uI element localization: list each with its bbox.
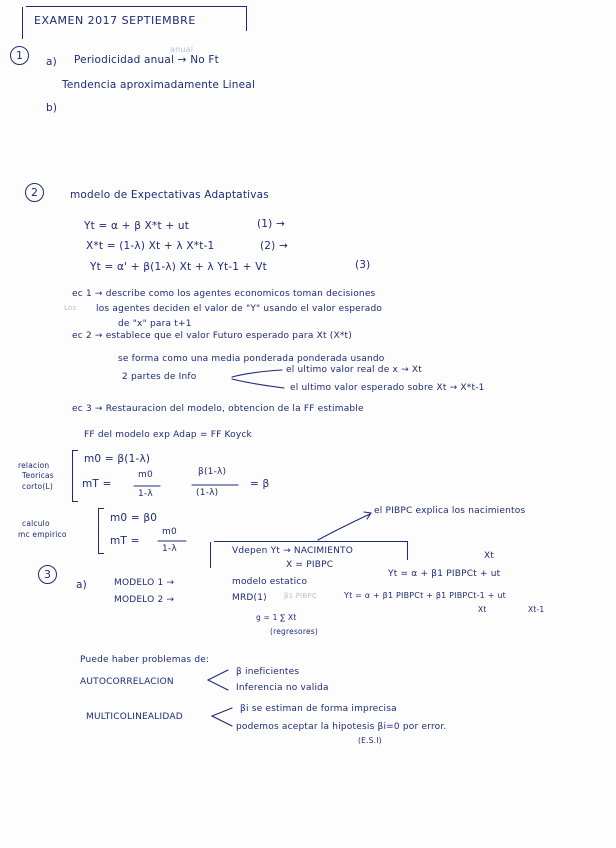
q1-a-label: a) <box>46 56 57 68</box>
q2-ec2-line-3: 2 partes de Info <box>122 372 197 382</box>
rel-mt-rhs: = β <box>250 478 270 490</box>
q2-eq3: Yt = α' + β(1-λ) Xt + λ Yt-1 + Vt <box>90 261 267 273</box>
q2-ec3: ec 3 → Restauracion del modelo, obtencion de la FF estimable <box>72 404 364 414</box>
question-2-number: 2 <box>25 183 44 202</box>
model-2-sub-xt1: Xt-1 <box>528 605 545 614</box>
box-line-1: Vdepen Yt → NACIMIENTO <box>232 546 354 556</box>
question-3-number: 3 <box>38 565 57 584</box>
q2-ec2-line-1: ec 2 → establece que el valor Futuro esperado para Xt (X*t) <box>72 331 352 341</box>
model-1-desc: modelo estatico <box>232 577 308 587</box>
q2-eq2: X*t = (1-λ) Xt + λ X*t-1 <box>86 240 215 252</box>
q2-ec1-line-1: ec 1 → describe como los agentes economicos toman decisiones <box>72 289 376 299</box>
q2-eq1-tag: (1) → <box>257 218 286 230</box>
model-2-faint-mark: β1 PIBPC <box>284 592 317 600</box>
q2-ec2-line-2: se forma como una media ponderada ponderada usando <box>118 354 385 364</box>
q1-faint-mark: anual <box>170 45 194 54</box>
model-2-sub-xt: Xt <box>478 605 487 614</box>
rel-mt-lhs: mT = <box>82 478 112 490</box>
model-1-name: MODELO 1 → <box>114 578 175 588</box>
question-1-number: 1 <box>10 46 29 65</box>
g-regresores: (regresores) <box>270 627 319 636</box>
q2-eq3-tag: (3) <box>355 259 371 271</box>
multico-effect-3: (E.S.I) <box>358 736 382 745</box>
model-2-equation: Yt = α + β1 PIBPCt + β1 PIBPCt-1 + ut <box>344 591 506 600</box>
q2-ec2-line-4: el ultimo valor real de x → Xt <box>286 365 422 375</box>
q2-faint-mark-1: Los <box>64 304 77 312</box>
q2-eq2-tag: (2) → <box>260 240 289 252</box>
q2-heading: modelo de Expectativas Adaptativas <box>70 189 269 201</box>
autocorrelacion-label: AUTOCORRELACION <box>80 677 174 687</box>
q3-xt-top: Xt <box>484 551 495 561</box>
note-arrow <box>318 514 370 540</box>
emp-label-1: calculo <box>22 519 50 528</box>
box-line-2: X = PIBPC <box>286 560 334 570</box>
multico-angle <box>212 708 232 726</box>
multico-effect-2: podemos aceptar la hipotesis βi=0 por error. <box>236 722 447 732</box>
rel-m0: m0 = β(1-λ) <box>84 453 151 465</box>
q1-b-label: b) <box>46 102 58 114</box>
rel-label-2: Teoricas <box>22 471 54 480</box>
autocorr-angle <box>208 670 228 690</box>
autocorr-effect-2: Inferencia no valida <box>236 683 329 693</box>
autocorr-effect-1: β ineficientes <box>236 667 300 677</box>
multico-effect-1: βi se estiman de forma imprecisa <box>240 704 397 714</box>
model-2-desc: MRD(1) <box>232 593 267 603</box>
emp-label-2: mc empirico <box>18 530 67 539</box>
emp-frac-den: 1-λ <box>162 544 177 554</box>
rel-frac1-den: 1-λ <box>138 489 153 499</box>
branch-arrow-1 <box>232 370 282 377</box>
q2-ec1-line-3: de "x" para t+1 <box>118 319 192 329</box>
rel-frac1-num: m0 <box>138 470 153 480</box>
q2-ec2-line-5: el ultimo valor esperado sobre Xt → X*t-1 <box>290 383 485 393</box>
pibpc-note: el PIBPC explica los nacimientos <box>374 506 526 516</box>
model-2-name: MODELO 2 → <box>114 595 175 605</box>
rel-label-1: relacion <box>18 461 50 470</box>
q1-line-2: Tendencia aproximadamente Lineal <box>62 79 256 91</box>
q1-line-1: Periodicidad anual → No Ft <box>74 54 219 66</box>
emp-mt-lhs: mT = <box>110 535 140 547</box>
multicolinealidad-label: MULTICOLINEALIDAD <box>86 712 183 722</box>
problems-heading: Puede haber problemas de: <box>80 655 210 665</box>
g-line: g = 1 ∑ Xt <box>256 613 297 622</box>
q2-ec1-line-2: los agentes deciden el valor de "Y" usando el valor esperado <box>96 304 383 314</box>
emp-frac-num: m0 <box>162 527 177 537</box>
rel-frac2-den: (1-λ) <box>196 488 219 498</box>
rel-label-3: corto(L) <box>22 482 53 491</box>
q2-eq1: Yt = α + β X*t + ut <box>84 220 190 232</box>
emp-m0: m0 = β0 <box>110 512 158 524</box>
q2-ff-koyck: FF del modelo exp Adap = FF Koyck <box>84 430 252 440</box>
page-title: EXAMEN 2017 SEPTIEMBRE <box>34 14 196 27</box>
rel-frac2-num: β(1-λ) <box>198 467 227 477</box>
q3-a-label: a) <box>76 579 87 591</box>
model-1-equation: Yt = α + β1 PIBPCt + ut <box>388 569 501 579</box>
branch-arrow-2 <box>232 379 284 388</box>
